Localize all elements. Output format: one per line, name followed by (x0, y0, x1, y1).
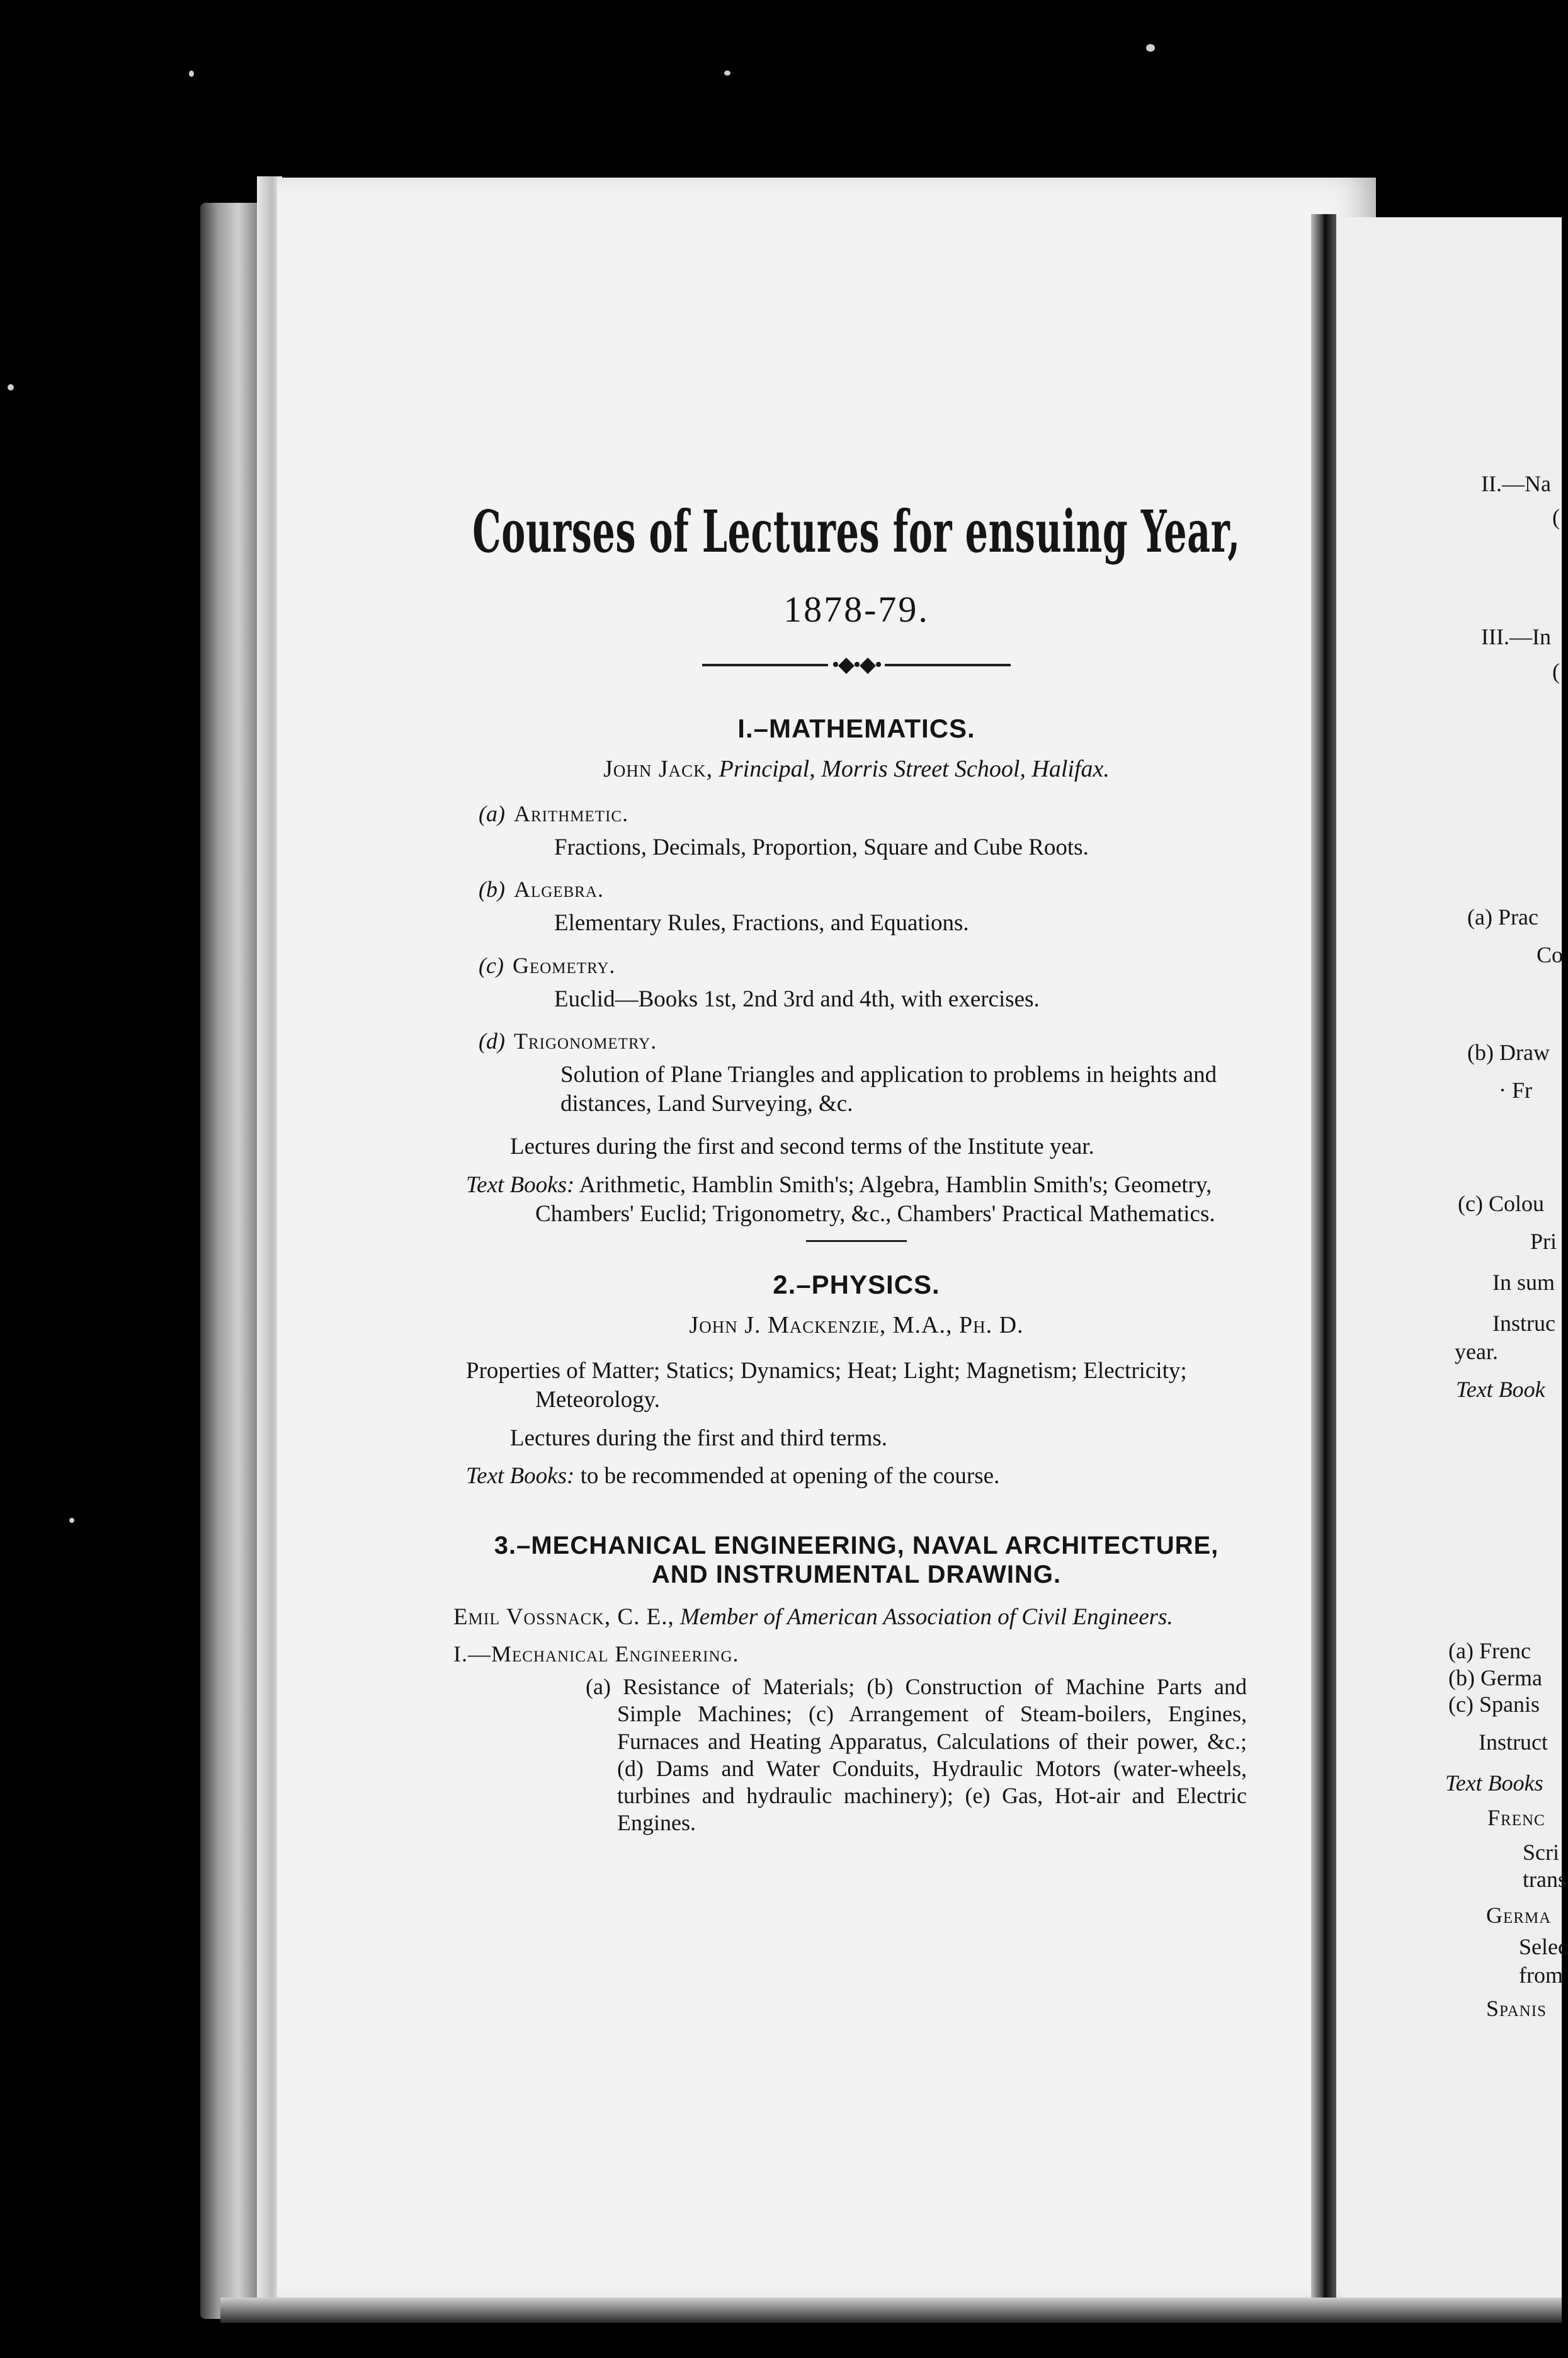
right-fragment: (b) Draw (1467, 1040, 1550, 1065)
text-books: Text Books: Arithmetic, Hamblin Smith's; Algebra, Hamblin Smith's; Geometry, Chambers' Euclid; Trigonometry, &c., Chambers' Practical Mathematics. (466, 1171, 1215, 1227)
lecturer-name: Emil Vossnack, C. E., (453, 1604, 674, 1630)
subject-detail: Solution of Plane Triangles and application to problems in heights and distances, Land Surveying, &c. (560, 1061, 1217, 1117)
right-fragment: II.—Na (1481, 471, 1551, 496)
subject-heading: (c) Geometry. (479, 952, 616, 978)
lecturer-name: John Jack, (603, 756, 713, 782)
subject-heading: (d) Trigonometry. (479, 1028, 657, 1054)
math-heading: I.–MATHEMATICS. (737, 714, 975, 743)
scan-speck (8, 384, 14, 390)
scan-speck (69, 1518, 74, 1523)
right-fragment: Instruct (1479, 1729, 1548, 1755)
physics-lecturer: John J. Mackenzie, M.A., Ph. D. (689, 1312, 1024, 1338)
right-fragment: Frenc (1487, 1805, 1545, 1830)
lectures-note: Lectures during the first and third terms. (510, 1425, 888, 1451)
ornament-rule (702, 664, 828, 666)
subject-detail: Elementary Rules, Fractions, and Equations. (554, 910, 969, 937)
mech-heading: 3.–MECHANICAL ENGINEERING, NAVAL ARCHITECTURE, AND INSTRUMENTAL DRAWING. (494, 1532, 1219, 1588)
right-fragment: ( (1552, 504, 1560, 530)
mech-lecturer (453, 1603, 1247, 1632)
right-fragment: Scri (1523, 1840, 1559, 1865)
right-fragment: Co (1537, 942, 1564, 967)
right-fragment: (a) Prac (1467, 904, 1538, 930)
right-fragment: (c) Spanis (1448, 1692, 1540, 1717)
mech-subsection: I.—Mechanical Engineering. (453, 1641, 739, 1667)
lecturer-role: Member of American Association of Civil Engineers. (679, 1604, 1173, 1630)
text-books: Text Books: to be recommended at opening of the course. (466, 1462, 1000, 1489)
scan-speck (1146, 44, 1155, 52)
right-fragment: Spanis (1486, 1996, 1547, 2021)
right-fragment: (c) Colou (1458, 1191, 1544, 1216)
scan-speck (724, 71, 730, 76)
right-fragment: Pri (1530, 1229, 1557, 1254)
left-page-content (453, 498, 1247, 1837)
spacer (466, 1500, 1247, 1531)
right-fragment: Text Book (1456, 1377, 1545, 1402)
right-fragment: In sum (1492, 1270, 1555, 1295)
academic-year: 1878-79. (783, 589, 929, 630)
subject-heading: (b) Algebra. (479, 877, 604, 903)
lecturer-role: Principal, Morris Street School, Halifax. (719, 756, 1110, 782)
right-fragment: (a) Frenc (1448, 1638, 1531, 1663)
subject-detail: Euclid—Books 1st, 2nd 3rd and 4th, with exercises. (554, 986, 1040, 1012)
right-fragment: Selec (1519, 1934, 1568, 1959)
right-fragment: from (1519, 1962, 1563, 1988)
ornament-rule (885, 664, 1011, 666)
right-fragment: Instruc (1492, 1311, 1555, 1336)
right-fragment: III.—In (1481, 624, 1551, 649)
right-fragment: trans (1523, 1867, 1567, 1892)
right-fragment: (b) Germa (1448, 1665, 1542, 1690)
right-fragment: ( (1552, 659, 1560, 684)
subject-detail: Fractions, Decimals, Proportion, Square and Cube Roots. (554, 834, 1089, 860)
math-lecturer (466, 755, 1247, 783)
lectures-note: Lectures during the first and second terms of the Institute year. (510, 1134, 1094, 1160)
right-fragment: Germa (1486, 1903, 1552, 1928)
right-fragment: Text Books (1445, 1770, 1543, 1796)
page-bottom-edge (220, 2298, 1562, 2323)
subject-heading: (a) Arithmetic. (479, 801, 629, 826)
scan-speck (189, 71, 194, 77)
right-fragment: year. (1455, 1339, 1498, 1364)
book-gutter (1311, 214, 1336, 2311)
ornament-divider (466, 654, 1247, 676)
ornament-icon: •◆•◆• (831, 653, 881, 676)
physics-heading: 2.–PHYSICS. (773, 1270, 940, 1299)
section-separator (806, 1240, 907, 1242)
right-fragment: · Fr (1499, 1078, 1532, 1103)
mech-items: (a) Resistance of Materials; (b) Construction of Machine Parts and Simple Machines; (c) Arrangement of Steam-boilers, Engines, Furnaces and Heating Apparatus, Calculations of their power, &c.; (d) Dams and Water Conduits, Hydraulic Motors (water-wheels, turbines and hydraulic machinery); (e) Gas, Hot-air and Electric Engines. (586, 1674, 1247, 1836)
physics-subjects: Properties of Matter; Statics; Dynamics; Heat; Light; Magnetism; Electricity; Meteorology. (466, 1358, 1187, 1413)
page-title: Courses of Lectures for ensuing Year, (472, 498, 1241, 566)
right-page (1341, 217, 1568, 2315)
